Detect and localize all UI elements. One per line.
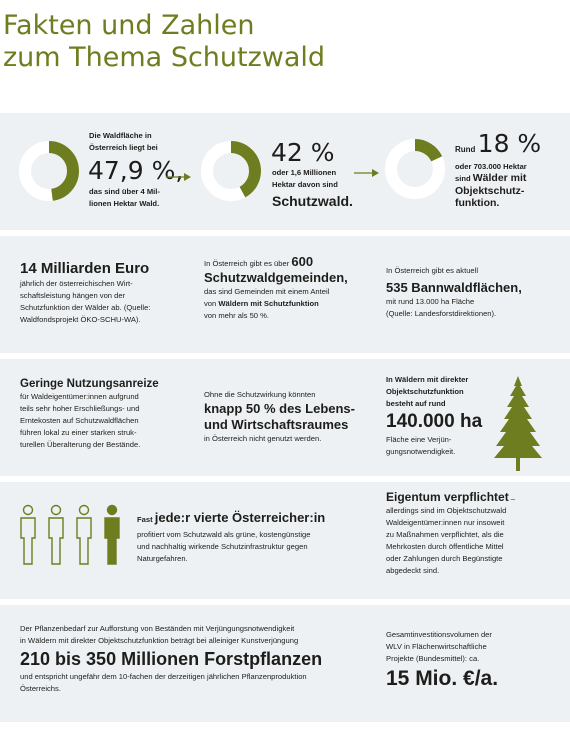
plants-line-4: Österreichs. [20,684,61,693]
regeneration-line-3: besteht auf rund [386,399,446,408]
economy-line-3: Schutzfunktion der Wälder ab. (Quelle: [20,303,151,312]
living-space-block [204,389,355,445]
plants-line-3: und entspricht ungefähr dem 10-fachen der derzeitigen jährlichen Pflanzenproduktion [20,672,307,681]
municipalities-block [204,256,348,322]
population-line-2: und nachhaltig wirkende Schutzinfrastruktur gegen [137,542,308,551]
object-protection-pre: Rund [455,145,478,154]
municipalities-line-4-text: von [204,299,219,308]
investment-block [386,629,498,692]
ownership-line-6: abgedeckt sind. [386,566,440,575]
investment-line-2: WLV in Flächenwirtschaftliche [386,642,487,651]
tree-icon [492,374,544,472]
ban-forest-head: 535 Bannwaldflächen [386,280,519,295]
economy-line-1: jährlich der österreichischen Wirt- [20,279,133,288]
people-icons [16,504,128,568]
person-icon [21,506,35,565]
incentive-line-2: teils sehr hoher Erschließungs- und [20,404,140,413]
ban-forest-line-2 [386,279,522,296]
forest-share-post-text: das sind über [89,187,141,196]
living-space-line-1: Ohne die Schutzwirkung könnten [204,390,316,399]
incentive-line-3: Erntekosten auf Schutzwaldflächen [20,416,139,425]
protection-forest-text [272,167,338,191]
economy-block [20,260,150,326]
municipalities-head: Schutzwaldgemeinden [204,270,345,285]
forest-share-post [89,186,160,210]
forest-share-donut [19,141,79,201]
regeneration-block [386,374,482,458]
ownership-line-5: oder Zahlungen durch Begünstigte [386,554,503,563]
ban-forest-line-4: (Quelle: Landesforstdirektionen). [386,309,497,318]
page-title [3,10,325,74]
protection-forest-line-2: Hektar davon sind [272,180,338,189]
ban-forest-comma: , [518,280,522,295]
ownership-dash: – [508,494,516,503]
ban-forest-line-1: In Österreich gibt es aktuell [386,266,479,275]
plants-head: 210 bis 350 Millionen Forstpflanzen [20,649,323,669]
protection-forest-line-1-text: oder [272,168,291,177]
forest-share-post-bold: 4 Mil- [140,187,160,196]
object-protection-line-4: funktion. [455,197,500,209]
object-protection-donut [385,139,445,199]
ownership-head-line [386,489,515,505]
incentive-line-1: für Waldeigentümer:innen aufgrund [20,392,139,401]
object-protection-line-2 [455,171,526,185]
municipalities-line-1-text: In Österreich gibt es über [204,259,292,268]
forest-share-value: 47,9 %, [88,156,184,185]
investment-value: 15 Mio. €/a. [386,667,499,690]
forest-share-pre [89,130,158,154]
object-protection-value: 18 % [477,129,542,158]
ownership-line-2: Waldeigentümer:innen nur insoweit [386,518,505,527]
forest-share-pre-line-2: Österreich liegt bei [89,143,158,152]
regeneration-line-4: Fläche eine Verjün- [386,435,452,444]
incentive-line-4: führen lokal zu einer starken struk- [20,428,137,437]
ban-forest-line-3: mit rund 13.000 ha Fläche [386,297,475,306]
page-title-line-2: zum Thema Schutzwald [3,42,326,73]
living-space-line-4: in Österreich nicht genutzt werden. [204,434,322,443]
economy-head: 14 Milliarden Euro [20,260,150,277]
living-space-line-2: knapp 50 % des Lebens- [204,401,355,416]
municipalities-line-4-bold: Wäldern mit Schutzfunktion [218,299,319,308]
population-pre: Fast [137,515,155,524]
ownership-line-3: zu Maßnahmen verpflichtet, als die [386,530,504,539]
ownership-block [386,489,515,577]
municipalities-line-2 [204,270,348,286]
plants-line-2: in Wäldern mit direkter Objektschutzfunktion beträgt bei alleiniger Kunstverjüngung [20,636,299,645]
arrow-right-icon [354,168,380,178]
protection-forest-donut [201,141,261,201]
forest-share-post-line-1 [89,186,160,198]
economy-line-4: Waldfondsprojekt ÖKO-SCHU-WA). [20,315,141,324]
object-protection-bold-text [455,171,526,209]
population-line-3: Naturgefahren. [137,554,188,563]
population-head: jede:r vierte Österreicher:in [154,510,326,525]
living-space-line-3: und Wirtschaftsraumes [204,417,349,432]
municipalities-line-1 [204,256,348,270]
municipalities-comma: , [344,270,348,285]
page-title-line-1: Fakten und Zahlen [3,10,255,41]
protection-forest-label: Schutzwald. [272,193,353,209]
person-icon [49,506,63,565]
municipalities-line-5: von mehr als 50 %. [204,311,269,320]
ownership-line-4: Mehrkosten durch öffentliche Mittel [386,542,504,551]
person-icon-highlighted [105,506,119,565]
plants-block [20,623,322,695]
person-icon [77,506,91,565]
regeneration-line-1: In Wäldern mit direkter [386,375,469,384]
ban-forest-block [386,265,522,320]
object-protection-line-1: oder 703.000 Hektar [455,162,527,171]
incentive-block [20,377,159,451]
investment-line-3: Projekte (Bundesmittel): ca. [386,654,480,663]
municipalities-line-3: das sind Gemeinden mit einem Anteil [204,287,330,296]
municipalities-line-4 [204,298,348,310]
population-block [137,509,325,565]
forest-share-pre-line-1: Die Waldfläche in [89,131,152,140]
population-line-1: profitiert vom Schutzwald als grüne, kostengünstige [137,530,311,539]
object-protection-line-2-pre: sind [455,174,473,183]
forest-share-post-line-2: lionen Hektar Wald. [89,199,160,208]
ownership-head: Eigentum verpflichtet [386,490,509,504]
economy-line-2: schaftsleistung hängen von der [20,291,126,300]
arrow-right-icon [166,172,192,182]
protection-forest-line-1-bold: 1,6 Millionen [290,168,337,177]
incentive-line-5: turellen Überalterung der Bestände. [20,440,141,449]
regeneration-line-5: gungsnotwendigkeit. [386,447,456,456]
plants-line-1: Der Pflanzenbedarf zur Aufforstung von Beständen mit Verjüngungsnotwendigkeit [20,624,295,633]
protection-forest-line-1 [272,167,338,179]
object-protection-head [455,131,541,157]
object-protection-line-2-bold: Wälder mit [472,172,527,184]
ownership-line-1: allerdings sind im Objektschutzwald [386,506,507,515]
incentive-head: Geringe Nutzungsanreize [20,378,159,390]
regeneration-line-2: Objektschutzfunktion [386,387,464,396]
investment-line-1: Gesamtinvestitionsvolumen der [386,630,492,639]
regeneration-value: 140.000 ha [386,411,483,432]
protection-forest-value: 42 % [271,138,335,167]
object-protection-line-3: Objektschutz- [455,185,525,197]
municipalities-line-1-bold: 600 [291,254,314,269]
population-head-line [137,509,325,529]
